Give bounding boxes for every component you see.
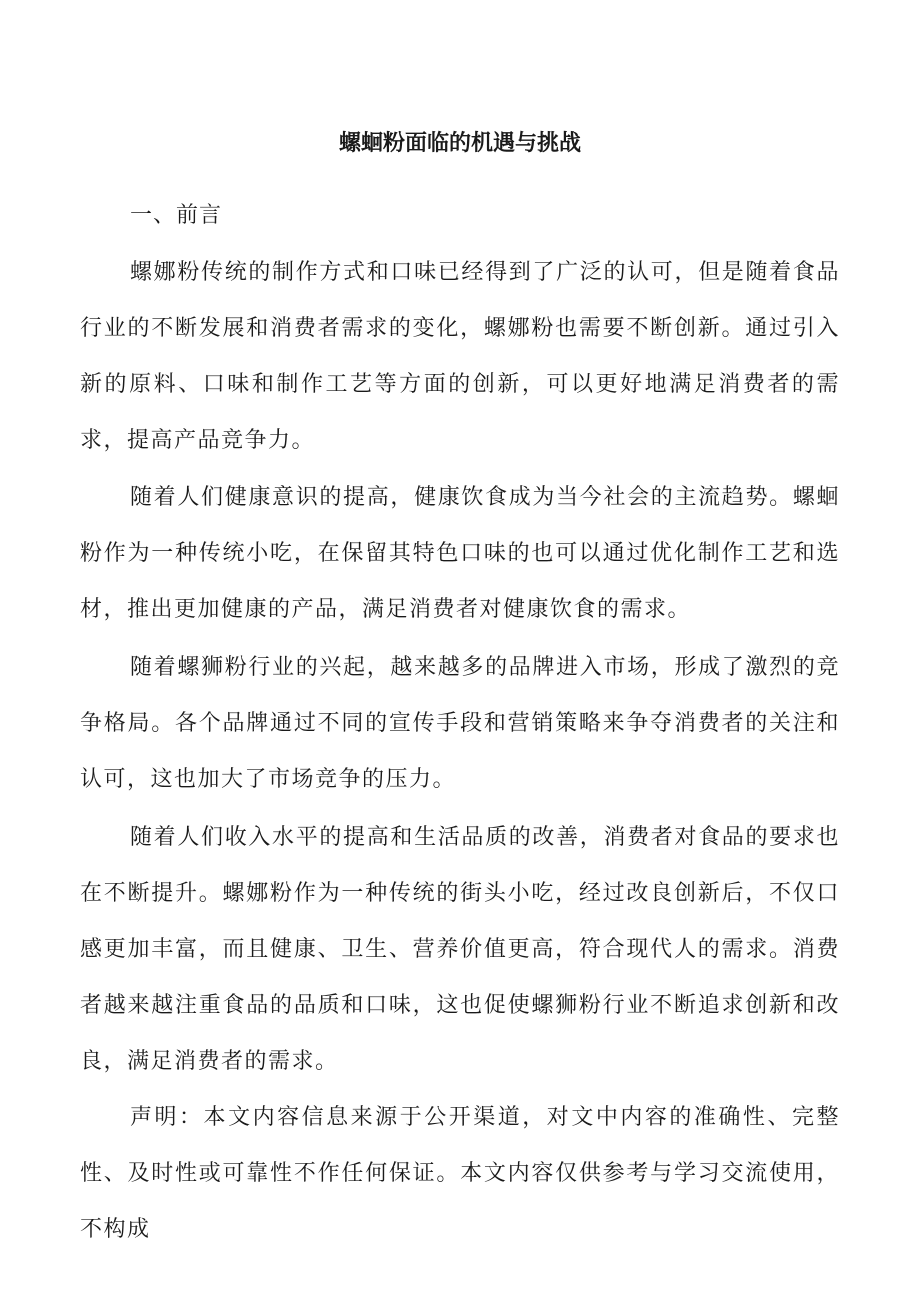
paragraph-health-trend: 随着人们健康意识的提高，健康饮食成为当今社会的主流趋势。螺蛔粉作为一种传统小吃，在保留其特色口味的也可以通过优化制作工艺和选材，推出更加健康的产品，满足消费者对健康饮食的需求。 [80,485,840,622]
paragraph-competition: 随着螺狮粉行业的兴起，越来越多的品牌进入市场，形成了激烈的竞争格局。各个品牌通过不同的宣传手段和营销策略来争夺消费者的关注和认可，这也加大了市场竞争的压力。 [80,655,840,792]
paragraph-disclaimer: 声明：本文内容信息来源于公开渠道，对文中内容的准确性、完整性、及时性或可靠性不作任何保证。本文内容仅供参考与学习交流使用，不构成 [80,1105,840,1242]
paragraph-innovation: 螺娜粉传统的制作方式和口味已经得到了广泛的认可，但是随着食品行业的不断发展和消费者需求的变化，螺娜粉也需要不断创新。通过引入新的原料、口味和制作工艺等方面的创新，可以更好地满足消费者的需求，提高产品竞争力。 [80,260,840,453]
section-heading: 一、前言 [130,203,223,228]
paragraph-consumer-demand: 随着人们收入水平的提高和生活品质的改善，消费者对食品的要求也在不断提升。螺娜粉作为一种传统的街头小吃，经过改良创新后，不仅口感更加丰富，而且健康、卫生、营养价值更高，符合现代人的需求。消费者越来越注重食品的品质和口味，这也促使螺狮粉行业不断追求创新和改良，满足消费者的需求。 [80,825,840,1074]
document-title: 螺蛔粉面临的机遇与挑战 [338,131,581,156]
